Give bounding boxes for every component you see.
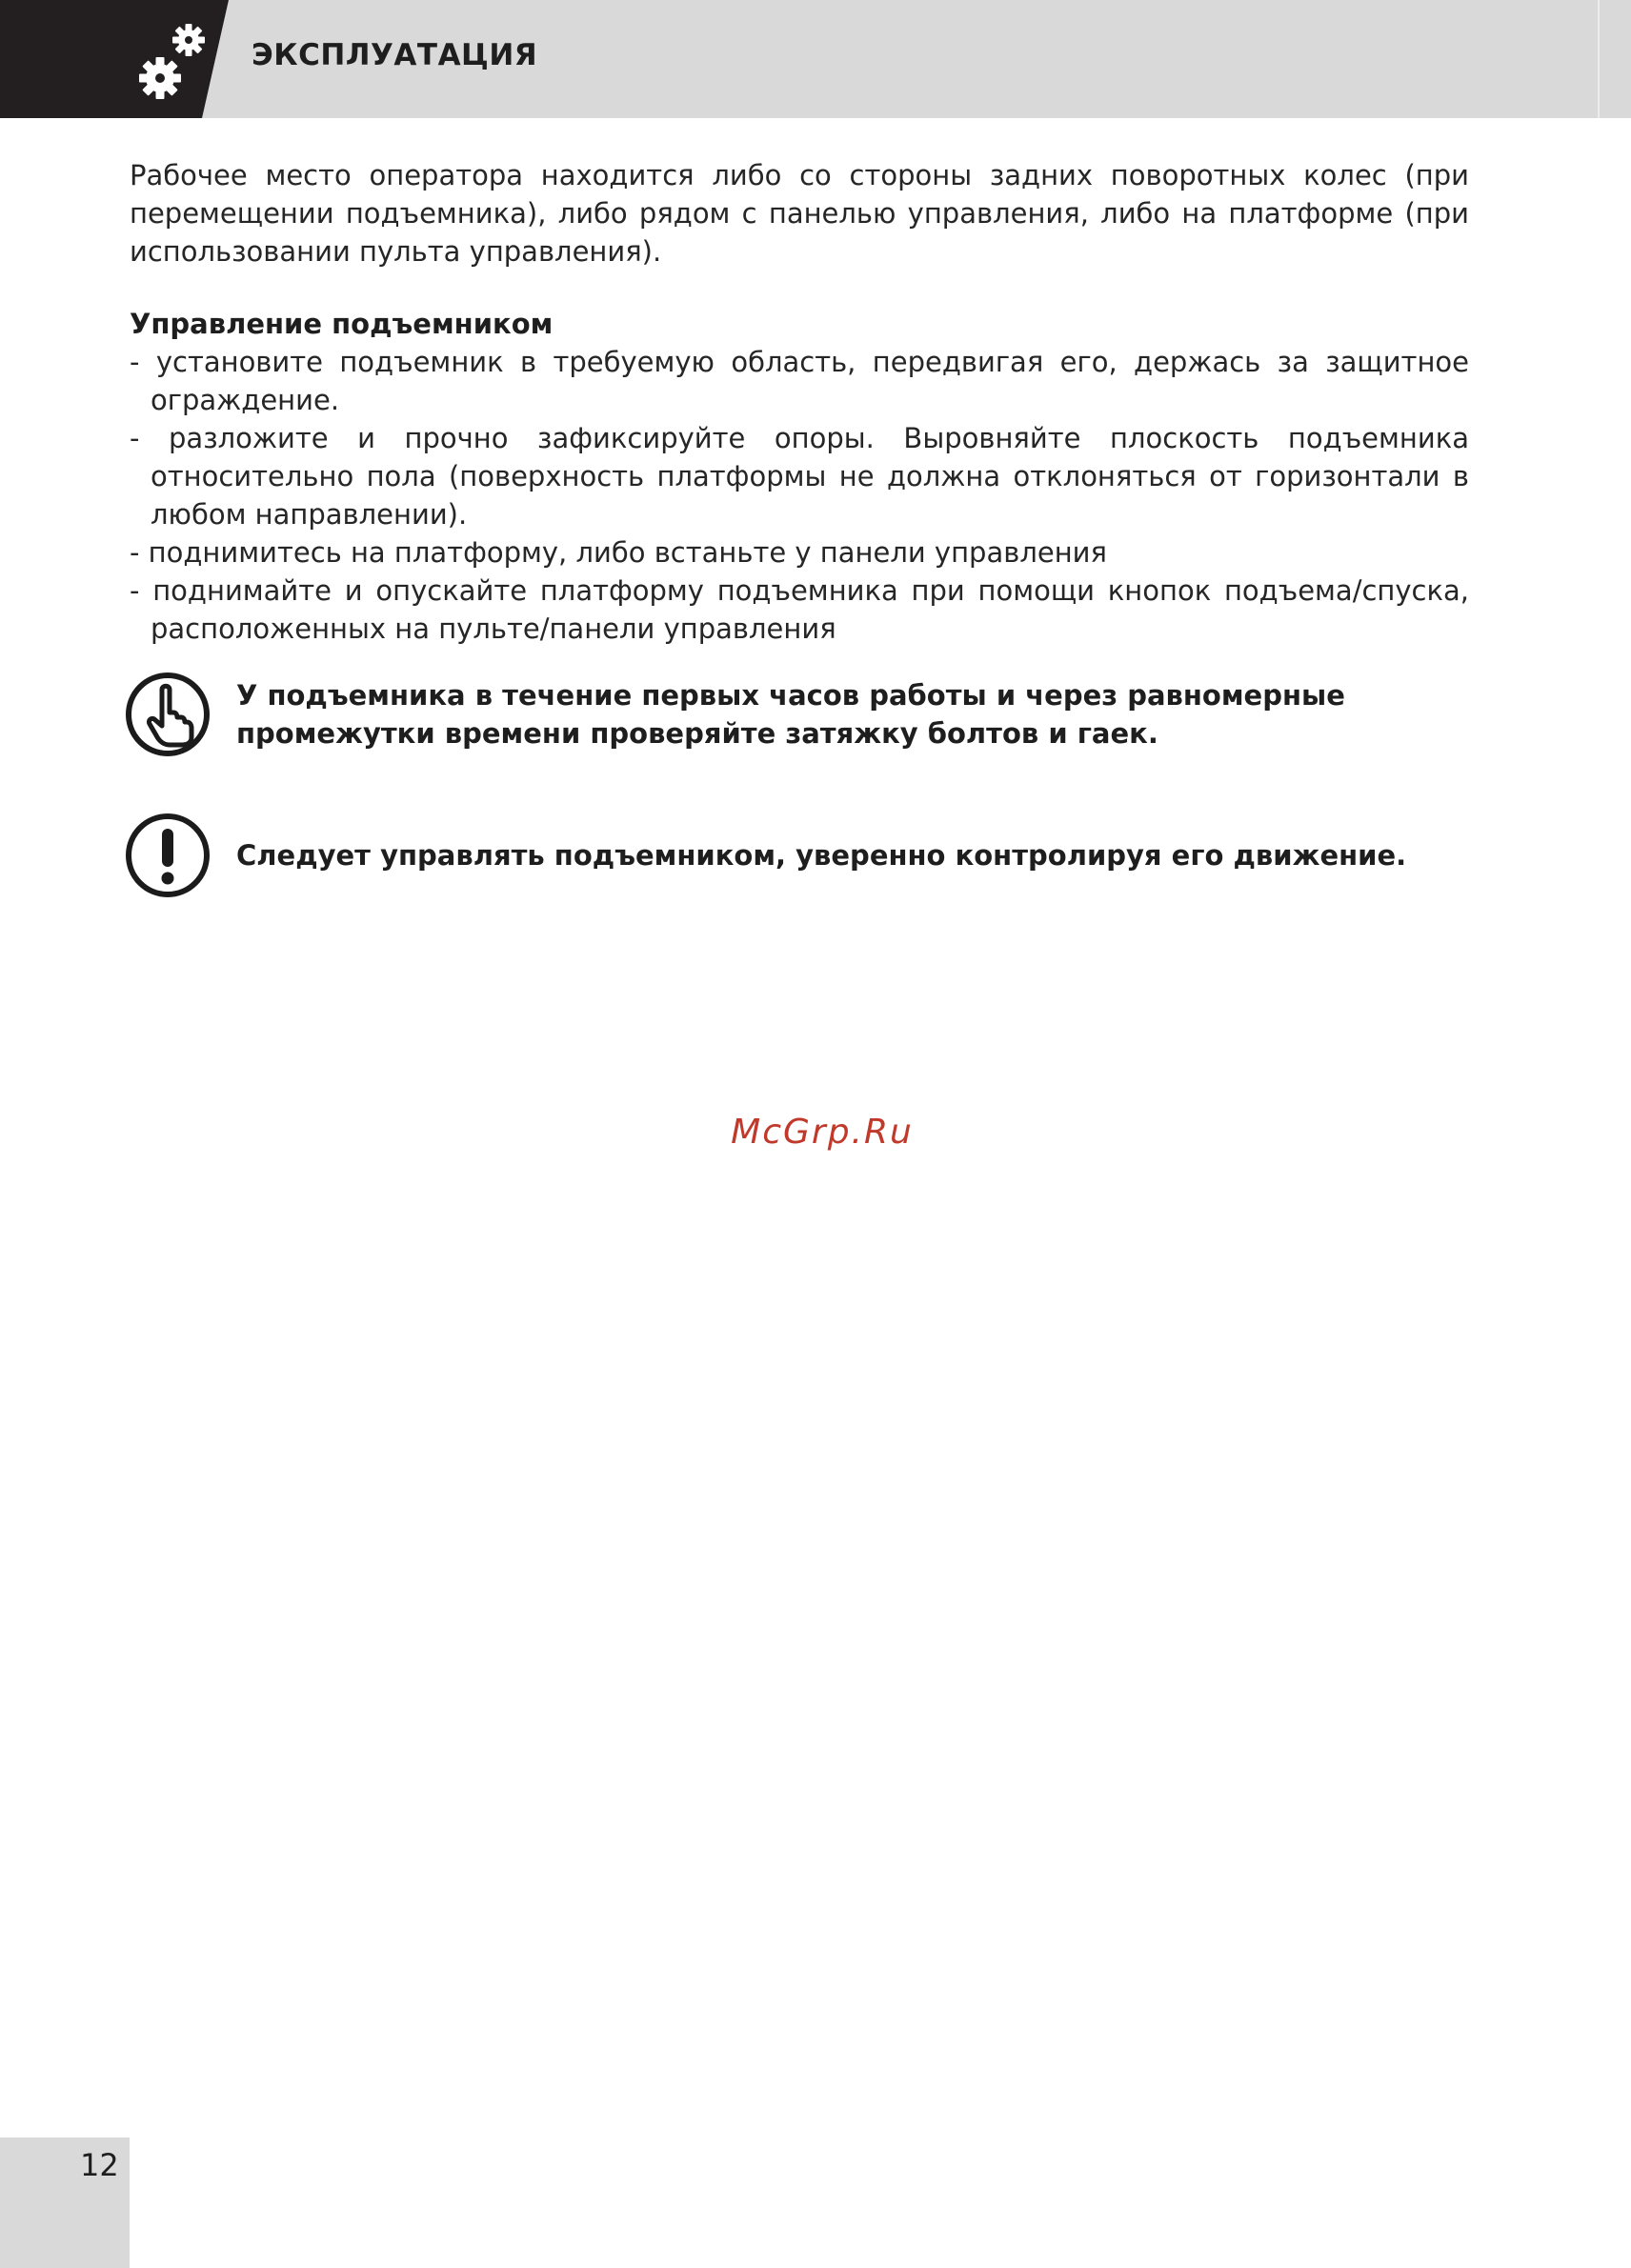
step-item: - разложите и прочно зафиксируйте опоры. Выровняйте плоскость подъемника относительно пола (поверхность платформы не должна отклоняться от горизонтали в любом направлении). (130, 422, 1469, 531)
exclamation-icon (124, 812, 211, 899)
steps-list (130, 343, 1469, 648)
notice-tip-text: У подъемника в течение первых часов работы и через равномерные промежутки времени проверяйте затяжку болтов и гаек. (236, 679, 1345, 750)
section-title: Управление подъемником (130, 308, 554, 340)
notice-warning (124, 812, 1475, 899)
page-number: 12 (80, 2147, 119, 2183)
step-item: - поднимайте и опускайте платформу подъемника при помощи кнопок подъема/спуска, расположенных на пульте/панели управления (130, 574, 1469, 645)
step-item: - установите подъемник в требуемую область, передвигая его, держась за защитное ограждение. (130, 346, 1469, 416)
header-band (0, 0, 1631, 118)
pointing-hand-icon (124, 671, 211, 758)
watermark: McGrp.Ru (731, 1113, 914, 1152)
gears-icon (139, 19, 210, 101)
header-divider (1598, 0, 1600, 118)
section-header-title: ЭКСПЛУАТАЦИЯ (252, 38, 538, 72)
step-item: - поднимитесь на платформу, либо встаньте у панели управления (130, 536, 1107, 569)
intro-paragraph: Рабочее место оператора находится либо со стороны задних поворотных колес (при перемещении подъемника), либо рядом с панелью управления, либо на платформе (при использовании пульта управления). (130, 159, 1469, 268)
page-content (130, 156, 1469, 648)
notice-tip (124, 671, 1475, 758)
notice-warning-text: Следует управлять подъемником, уверенно контролируя его движение. (236, 839, 1407, 872)
